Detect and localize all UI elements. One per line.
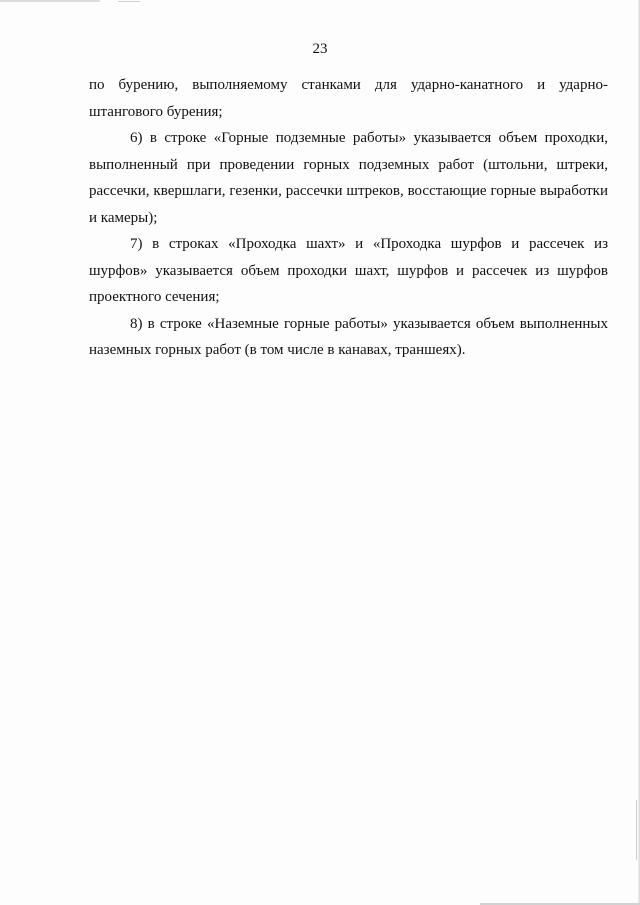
paragraph-item-7: 7) в строках «Проходка шахт» и «Проходка шурфов и рассечек из шурфов» указывается объем проходки шахт, шурфов и рассечек из шурфов проектного сечения; [89, 236, 608, 305]
scan-mark-top [118, 1, 140, 2]
paragraph-continuation: по бурению, выполняемому станками для ударно-канатного и ударно-штангового бурения; [89, 77, 608, 120]
paragraph-item-6: 6) в строке «Горные подземные работы» указывается объем проходки, выполненный при проведении горных подземных работ (штольни, штреки, рассечки, квершлаги, гезенки, рассечки штреков, восстающие горные выработки и камеры); [89, 130, 608, 226]
scan-mark-right [636, 800, 637, 860]
paragraph-item-8: 8) в строке «Наземные горные работы» указывается объем выполненных наземных горных работ (в том числе в канавах, траншеях). [89, 315, 608, 358]
page-number: 23 [312, 41, 328, 57]
document-body [89, 72, 608, 364]
scan-edge-top [0, 0, 100, 2]
